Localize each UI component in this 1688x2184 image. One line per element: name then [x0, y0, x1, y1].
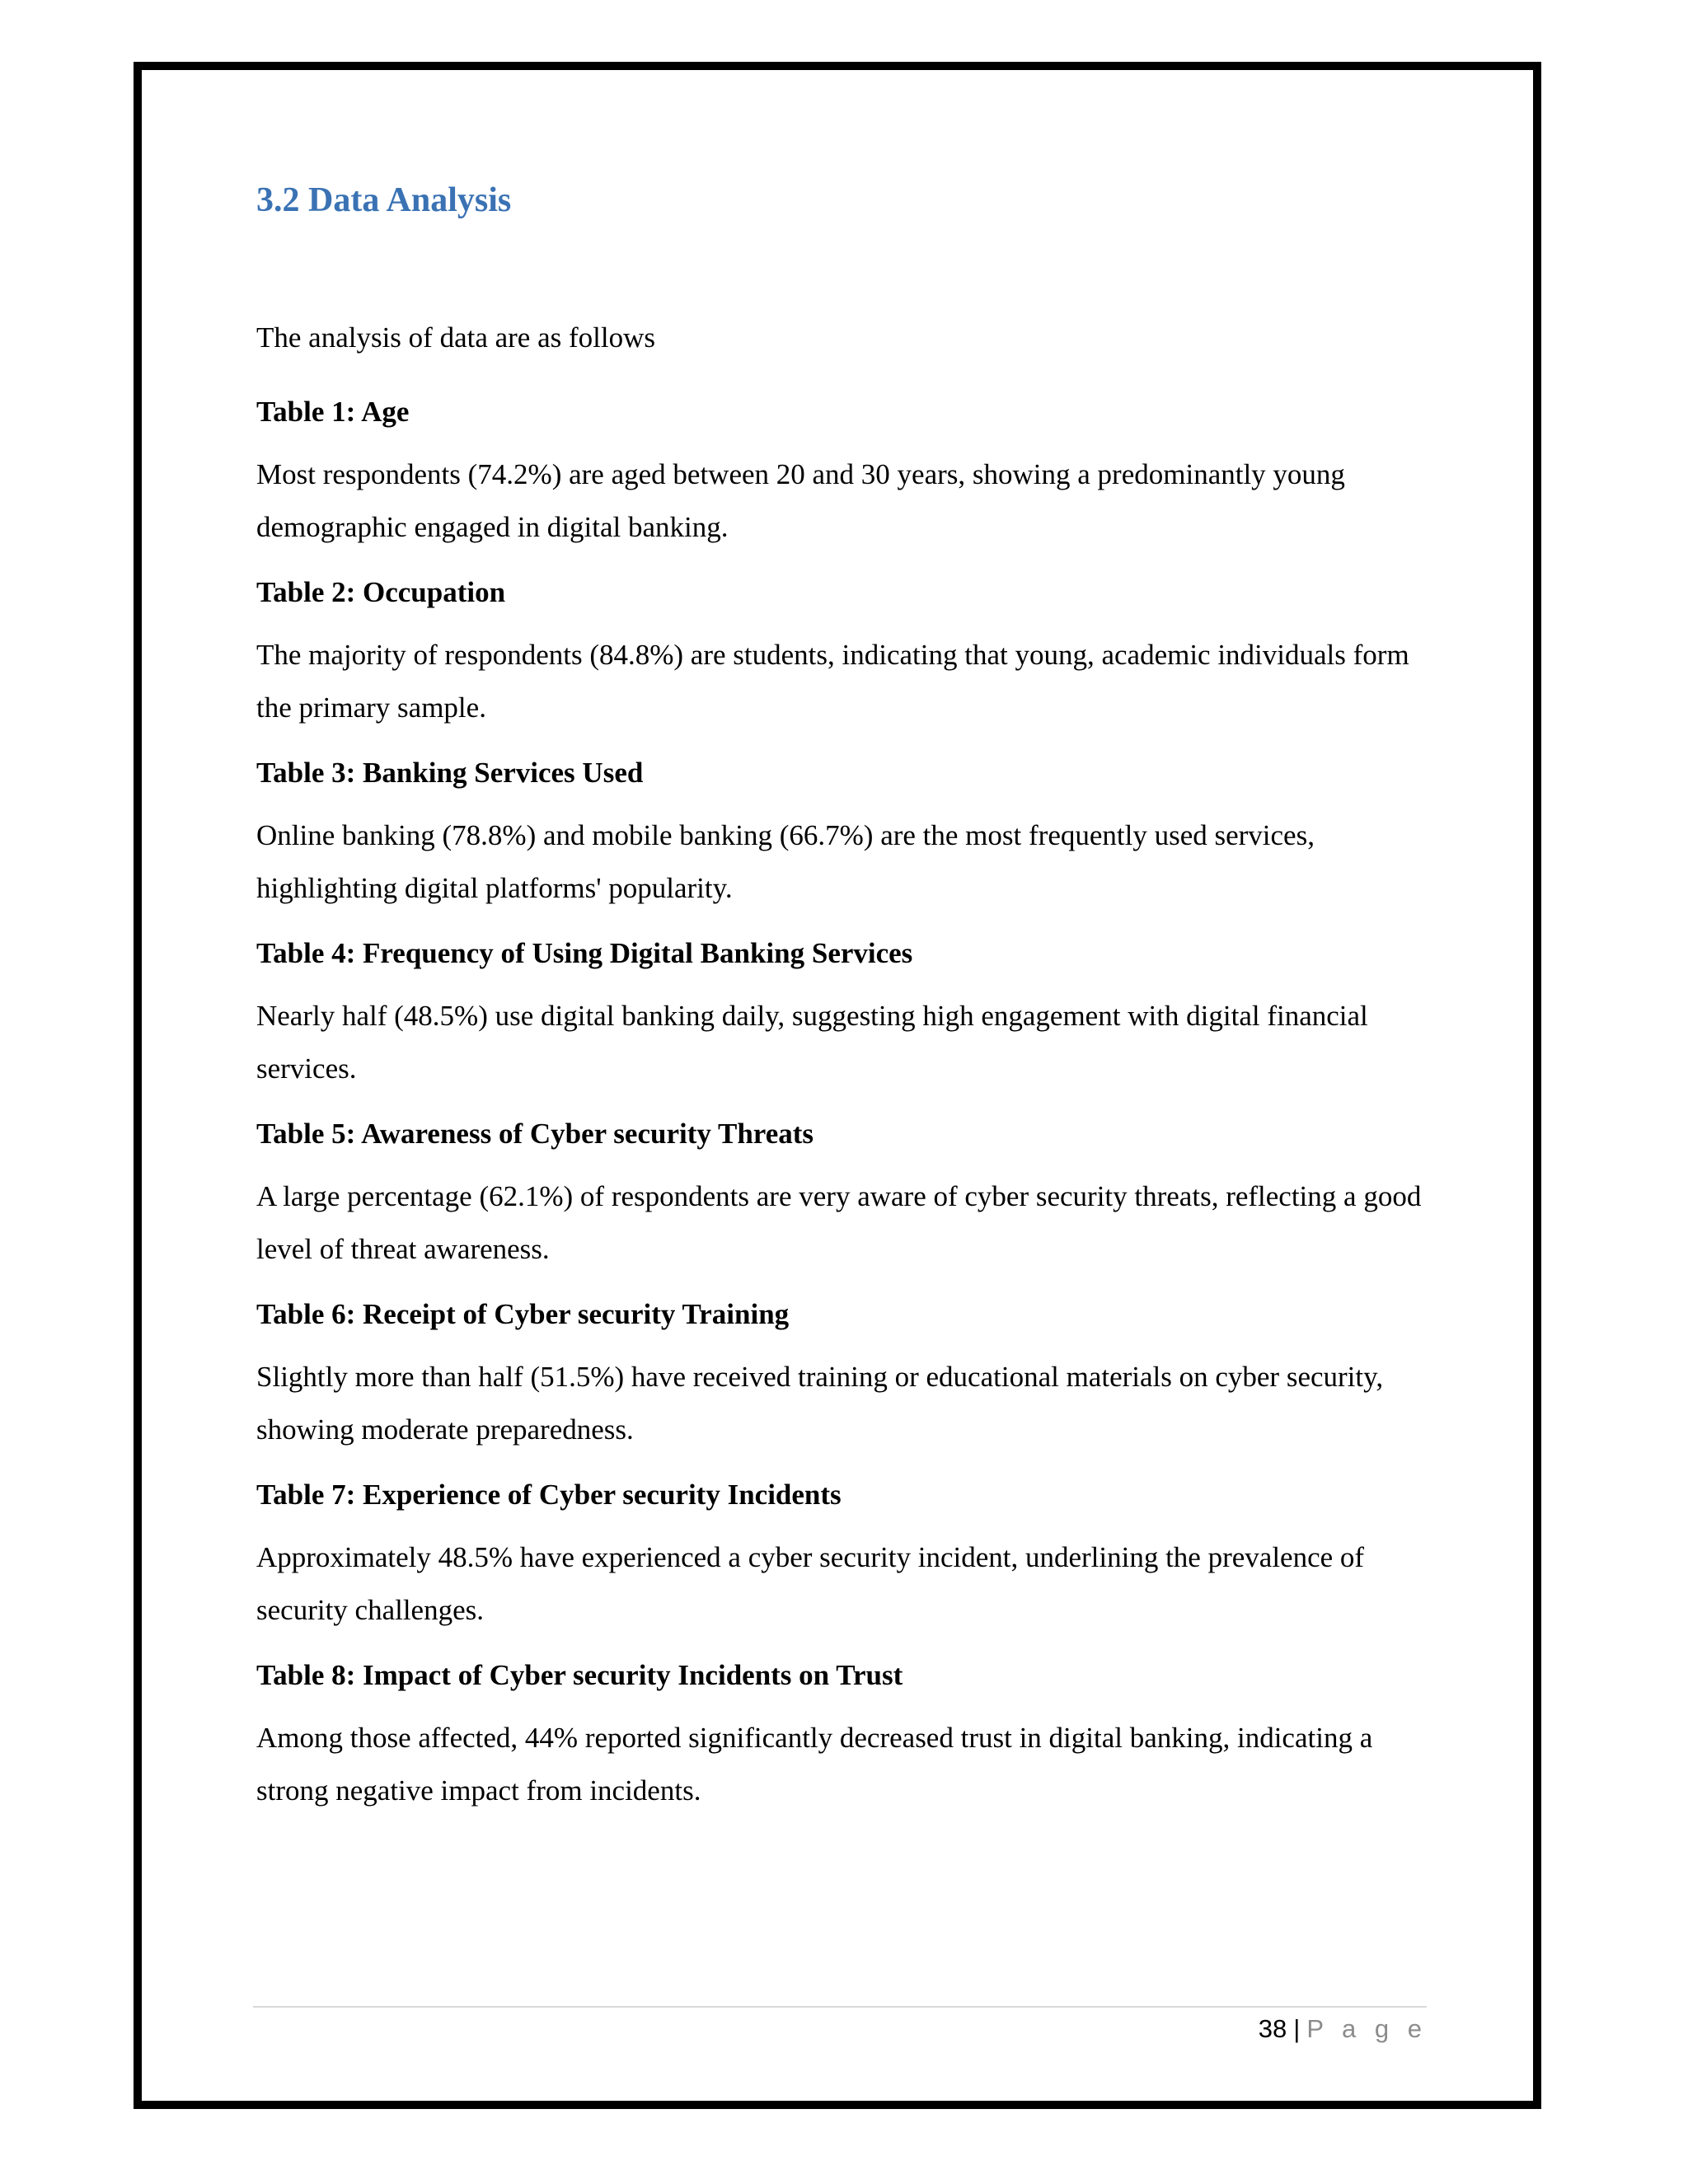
table-description: A large percentage (62.1%) of respondents are very aware of cyber security threats, reflecting a good level of threat awareness. — [256, 1180, 1422, 1265]
table-entry-5 — [256, 1118, 1427, 1276]
table-description: Slightly more than half (51.5%) have received training or educational materials on cyber security, showing moderate preparedness. — [256, 1361, 1384, 1446]
table-description: Among those affected, 44% reported significantly decreased trust in digital banking, indicating a strong negative impact from incidents. — [256, 1722, 1373, 1807]
table-heading: Table 6: Receipt of Cyber security Training — [256, 1298, 790, 1330]
section-intro: The analysis of data are as follows — [256, 321, 656, 354]
footer-divider — [253, 2006, 1427, 2008]
table-description: Nearly half (48.5%) use digital banking daily, suggesting high engagement with digital financial services. — [256, 1000, 1368, 1085]
table-description: Online banking (78.8%) and mobile banking (66.7%) are the most frequently used services, highlighting digital platforms' popularity. — [256, 819, 1315, 904]
table-heading: Table 4: Frequency of Using Digital Banking Services — [256, 937, 913, 969]
table-description: Most respondents (74.2%) are aged between 20 and 30 years, showing a predominantly young demographic engaged in digital banking. — [256, 458, 1345, 543]
table-entry-2 — [256, 576, 1427, 734]
table-heading: Table 3: Banking Services Used — [256, 757, 644, 789]
table-heading: Table 2: Occupation — [256, 576, 506, 608]
table-heading: Table 5: Awareness of Cyber security Threats — [256, 1118, 814, 1150]
table-entry-3 — [256, 757, 1427, 915]
table-entry-7 — [256, 1479, 1427, 1637]
table-summary-list — [256, 396, 1427, 1840]
page-number — [1259, 2013, 1428, 2046]
table-entry-4 — [256, 937, 1427, 1095]
page-word: P a g e — [1306, 2014, 1428, 2043]
table-heading: Table 7: Experience of Cyber security Incidents — [256, 1479, 842, 1511]
table-entry-8 — [256, 1659, 1427, 1817]
table-entry-6 — [256, 1298, 1427, 1456]
table-heading: Table 1: Age — [256, 396, 410, 428]
table-description: Approximately 48.5% have experienced a cyber security incident, underlining the prevalence of security challenges. — [256, 1541, 1365, 1626]
table-description: The majority of respondents (84.8%) are students, indicating that young, academic individuals form the primary sample. — [256, 639, 1409, 724]
page-number-value: 38 — [1258, 2014, 1287, 2043]
section-title: 3.2 Data Analysis — [256, 181, 512, 219]
page-number-separator: | — [1293, 2014, 1301, 2043]
table-entry-1 — [256, 396, 1427, 554]
table-heading: Table 8: Impact of Cyber security Incidents on Trust — [256, 1659, 903, 1691]
